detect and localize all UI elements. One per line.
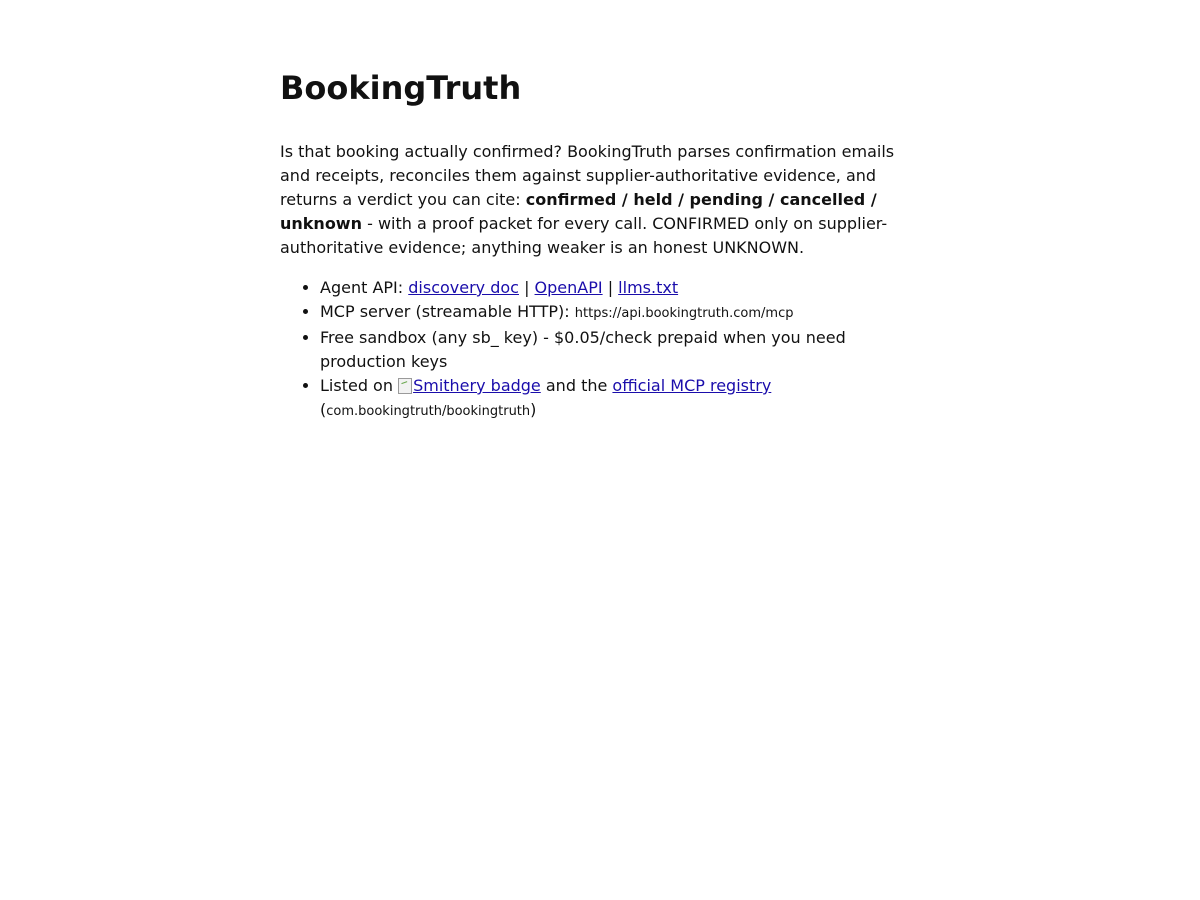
listed-on-label: Listed on xyxy=(320,376,393,395)
list-item-mcp-server xyxy=(320,300,900,326)
smithery-badge-alt: Smithery badge xyxy=(413,376,541,395)
listed-middle-text: and the xyxy=(545,376,608,395)
page-content xyxy=(280,60,900,424)
separator: | xyxy=(607,278,614,297)
list-item-listed-on xyxy=(320,374,900,424)
intro-paragraph xyxy=(280,140,900,260)
list-item-agent-api xyxy=(320,276,900,300)
mcp-server-url: https://api.bookingtruth.com/mcp xyxy=(574,306,794,321)
intro-tail: - with a proof packet for every call. CONFIRMED only on supplier-authoritative evidence; anything weaker is an honest UNKNOWN. xyxy=(280,214,888,257)
agent-api-label: Agent API: xyxy=(320,278,404,297)
list-item-sandbox xyxy=(320,326,900,374)
broken-image-icon xyxy=(398,378,412,394)
page-title: BookingTruth xyxy=(280,69,522,107)
sandbox-text: Free sandbox (any sb_ key) - $0.05/check prepaid when you need production keys xyxy=(320,328,846,371)
intro-lead: Is that booking actually confirmed? BookingTruth parses confirmation emails and receipts, reconciles them against supplier-authoritative evidence, and returns a verdict you can cite: xyxy=(280,142,895,209)
verdict-list: confirmed / held / pending / cancelled / unknown xyxy=(280,190,877,233)
smithery-badge-link[interactable] xyxy=(398,374,541,398)
mcp-server-label: MCP server (streamable HTTP): xyxy=(320,302,570,321)
discovery-doc-link[interactable]: discovery doc xyxy=(408,278,519,297)
resource-list xyxy=(280,276,900,424)
separator: | xyxy=(524,278,530,297)
mcp-registry-link[interactable]: official MCP registry xyxy=(612,376,772,395)
paren-close: ) xyxy=(530,400,537,419)
registry-id: com.bookingtruth/bookingtruth xyxy=(326,404,531,419)
openapi-link[interactable]: OpenAPI xyxy=(534,278,603,297)
paren-open: ( xyxy=(320,400,327,419)
llms-txt-link[interactable]: llms.txt xyxy=(618,278,679,297)
